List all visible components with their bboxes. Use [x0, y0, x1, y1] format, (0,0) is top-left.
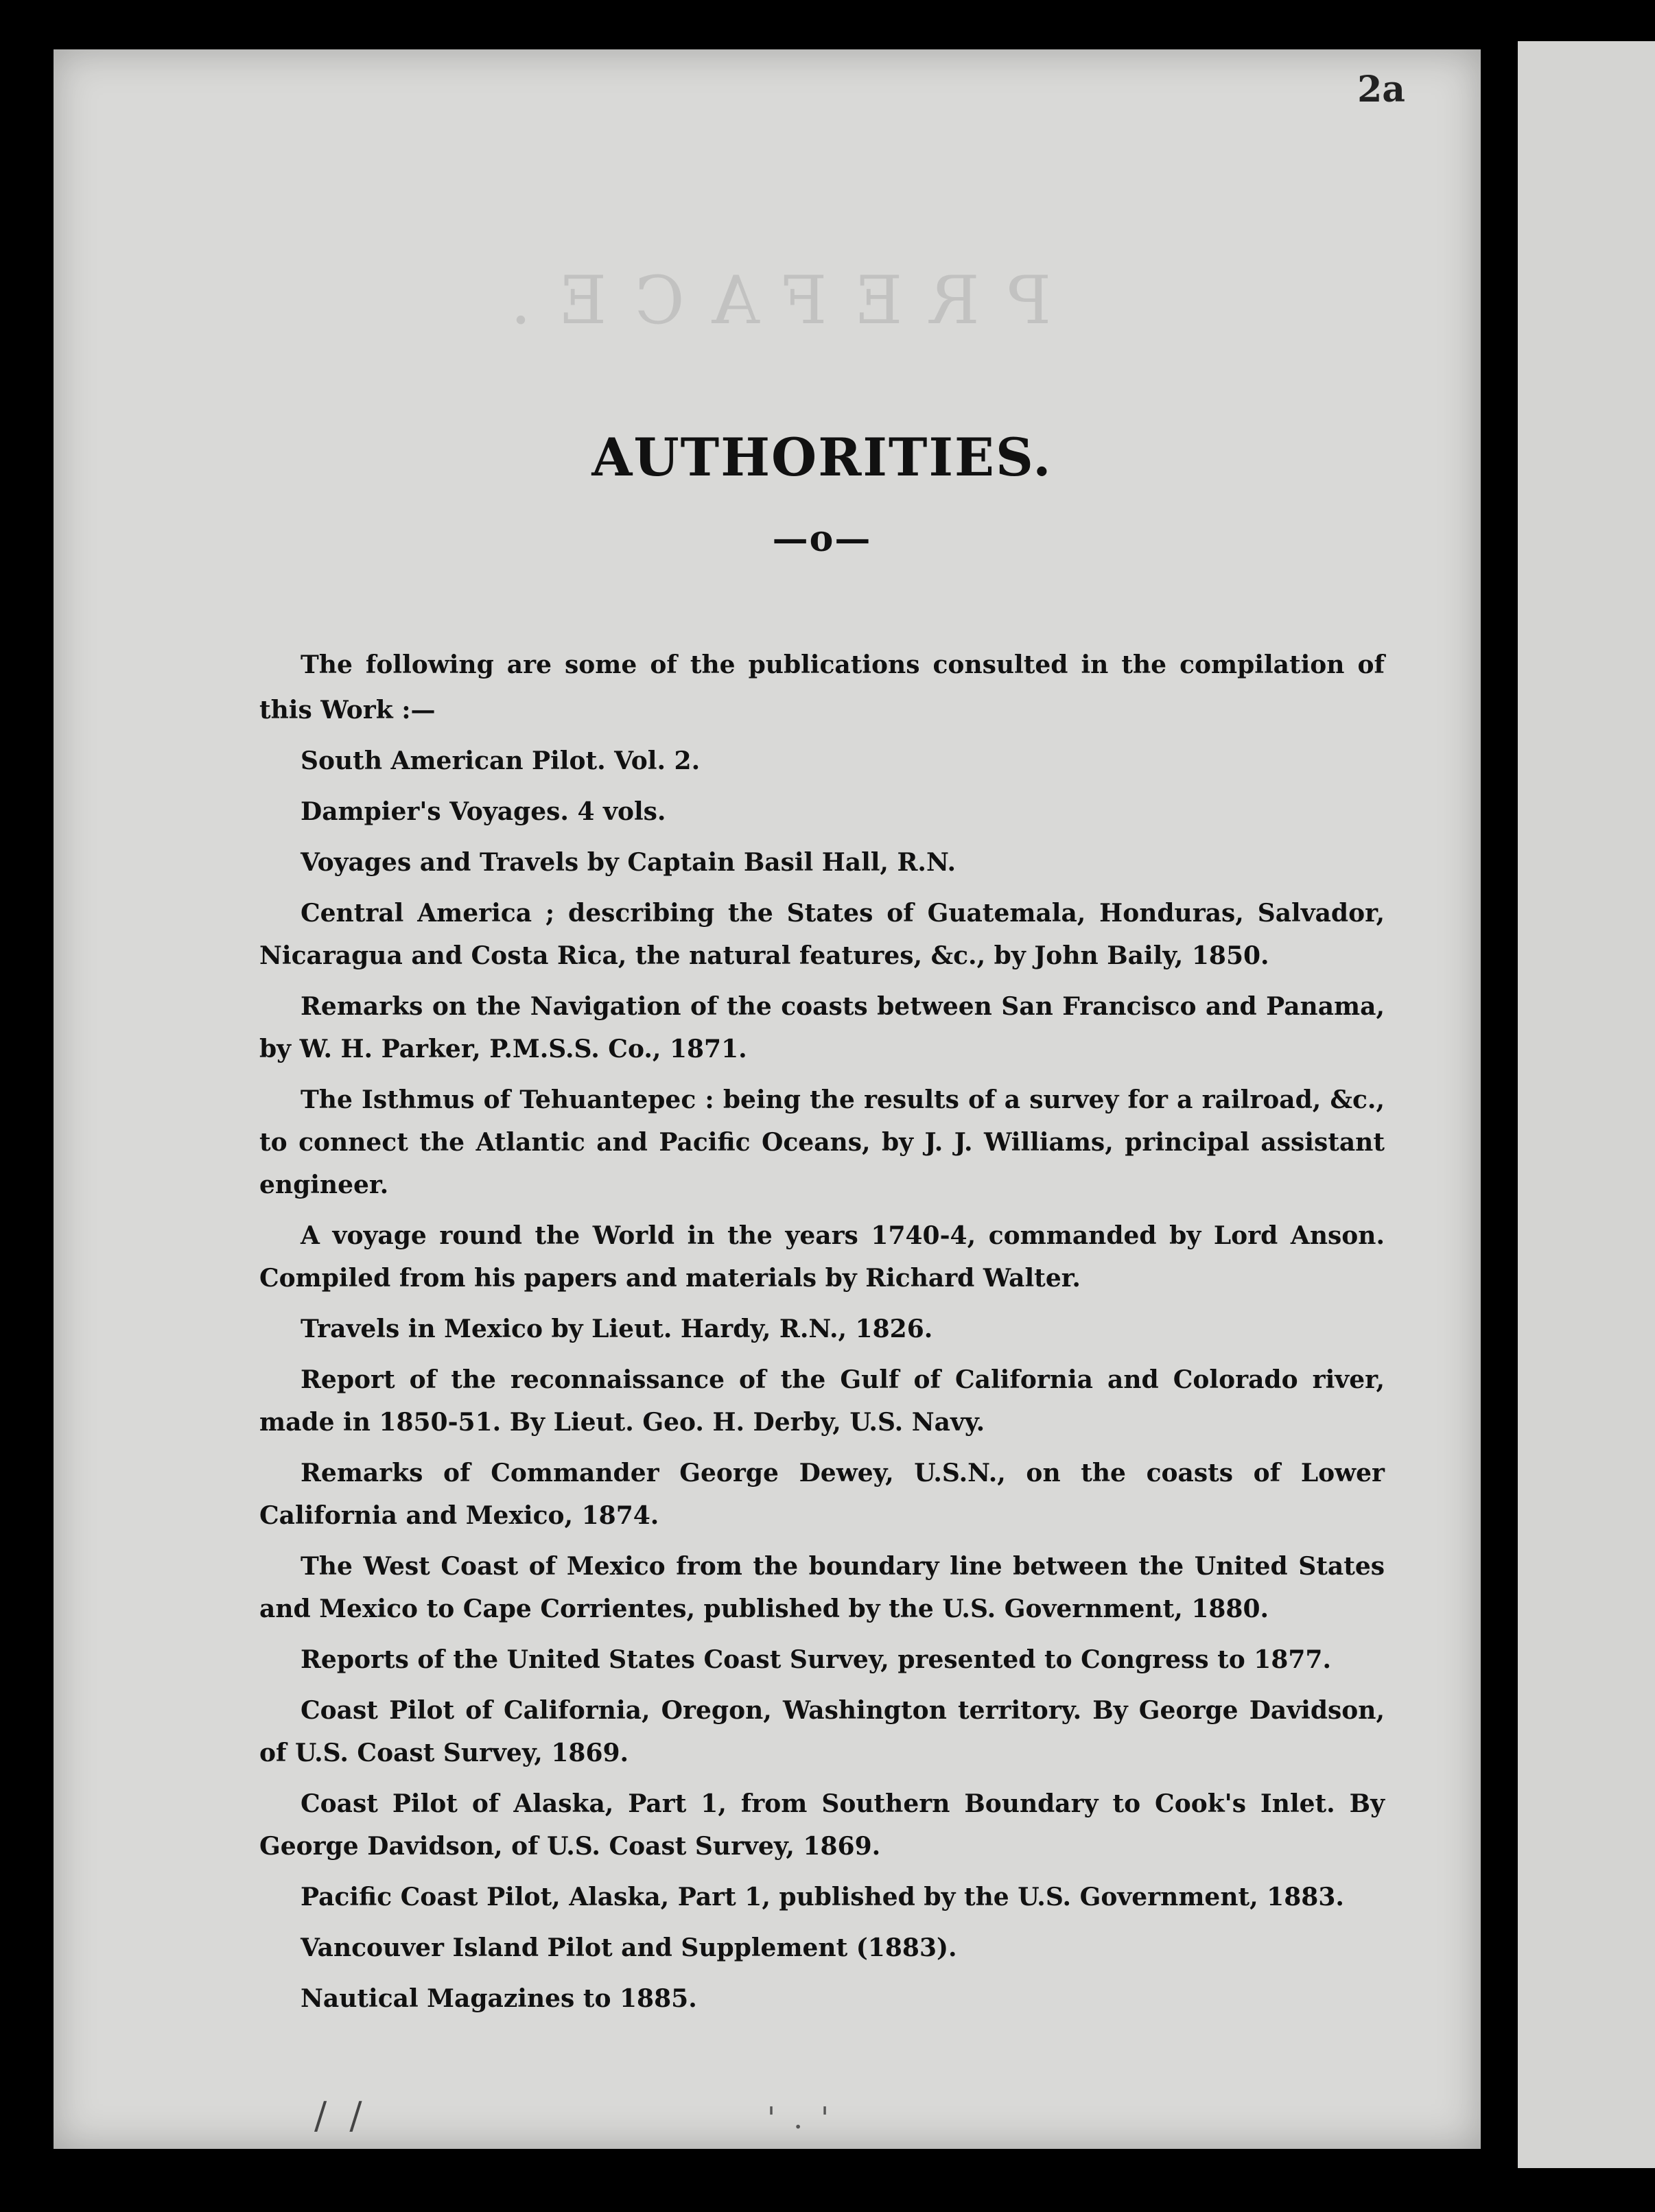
list-item: Voyages and Travels by Captain Basil Hall, R.N.	[301, 848, 956, 877]
book-page	[54, 49, 1481, 2149]
list-item: A voyage round the World in the years 1740-4, commanded by Lord Anson. Compiled from his papers and materials by Richard Walter.	[259, 1221, 1385, 1293]
list-item: Central America ; describing the States of Guatemala, Honduras, Salvador, Nicaragua and Costa Rica, the natural features, &c., by John Baily, 1850.	[259, 899, 1385, 970]
list-item: Dampier's Voyages. 4 vols.	[301, 797, 666, 826]
list-item: Report of the reconnaissance of the Gulf of California and Colorado river, made in 1850-51. By Lieut. Geo. H. Derby, U.S. Navy.	[259, 1365, 1385, 1437]
list-item: The Isthmus of Tehuantepec : being the results of a survey for a railroad, &c., to connect the Atlantic and Pacific Oceans, by J. J. Williams, principal assistant engineer.	[259, 1085, 1385, 1199]
list-item: South American Pilot. Vol. 2.	[301, 746, 701, 775]
list-item: Nautical Magazines to 1885.	[301, 1984, 697, 2013]
list-item: Vancouver Island Pilot and Supplement (1883).	[301, 1933, 957, 1962]
page-corner-mark: 2a	[1357, 69, 1405, 110]
list-item: Travels in Mexico by Lieut. Hardy, R.N., 1826.	[301, 1315, 933, 1343]
list-item: Coast Pilot of California, Oregon, Washington territory. By George Davidson, of U.S. Coast Survey, 1869.	[259, 1696, 1385, 1767]
authorities-list	[259, 740, 1385, 2020]
page-title: AUTHORITIES.	[591, 427, 1053, 488]
list-item: Remarks of Commander George Dewey, U.S.N., on the coasts of Lower California and Mexico, 1874.	[259, 1459, 1385, 1530]
list-item: Remarks on the Navigation of the coasts between San Francisco and Panama, by W. H. Parker, P.M.S.S. Co., 1871.	[259, 992, 1385, 1063]
list-item: Reports of the United States Coast Survey, presented to Congress to 1877.	[301, 1645, 1332, 1674]
intro-paragraph: The following are some of the publications consulted in the compilation of this Work :—	[259, 650, 1385, 725]
margin-scribble: / /	[314, 2094, 368, 2137]
title-divider: —o—	[772, 518, 872, 560]
list-item: The West Coast of Mexico from the boundary line between the United States and Mexico to Cape Corrientes, published by the U.S. Government, 1880.	[259, 1552, 1385, 1623]
adjacent-page-edge	[1518, 41, 1655, 2168]
bleed-through-heading: PREFACE.	[482, 262, 1052, 339]
list-item: Pacific Coast Pilot, Alaska, Part 1, published by the U.S. Government, 1883.	[301, 1883, 1344, 1911]
list-item: Coast Pilot of Alaska, Part 1, from Southern Boundary to Cook's Inlet. By George Davidson, of U.S. Coast Survey, 1869.	[259, 1789, 1385, 1861]
margin-scribble: ' . '	[767, 2101, 834, 2136]
page-content	[259, 372, 1385, 2028]
